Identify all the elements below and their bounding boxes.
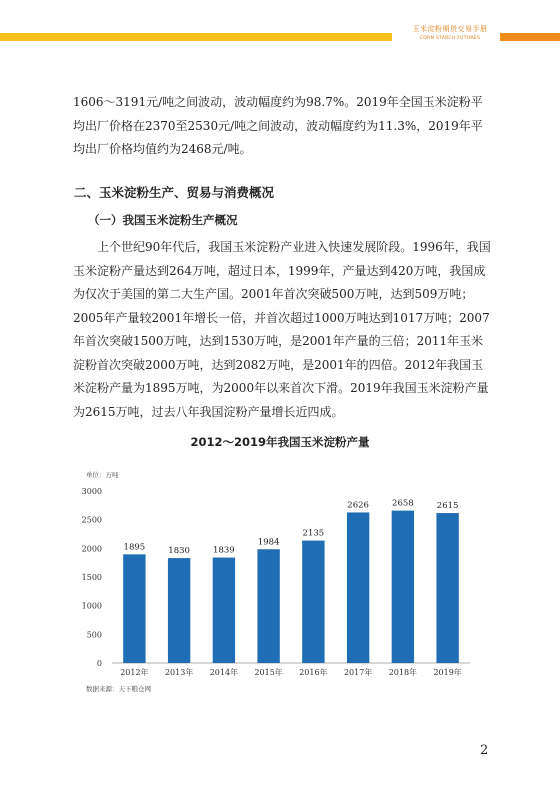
- bar-value-label: 1984: [257, 537, 280, 548]
- bar: [123, 554, 145, 663]
- bar: [392, 511, 414, 663]
- y-tick-label: 500: [86, 630, 102, 640]
- bar-value-label: 1839: [213, 545, 235, 556]
- x-tick-label: 2018年: [388, 668, 418, 677]
- bar: [302, 541, 324, 663]
- section-heading: 二、玉米淀粉生产、贸易与消费概况: [74, 185, 275, 200]
- bar-value-label: 2626: [347, 500, 369, 511]
- bar: [257, 549, 279, 663]
- page-number: 2: [480, 743, 489, 758]
- bar: [347, 512, 369, 663]
- y-tick-label: 2000: [81, 544, 102, 554]
- bar-value-label: 2615: [436, 501, 459, 512]
- x-tick-label: 2015年: [254, 668, 283, 677]
- bar: [436, 513, 458, 663]
- y-tick-label: 3000: [81, 487, 102, 496]
- x-tick-label: 2019年: [433, 668, 462, 677]
- chart-unit-label: 单位：万吨: [86, 471, 119, 479]
- header-title: 玉米淀粉期货交易手册: [412, 25, 488, 33]
- subsection-heading: （一）我国玉米淀粉生产概况: [88, 213, 238, 227]
- x-tick-label: 2014年: [209, 668, 239, 677]
- y-tick-label: 1500: [81, 573, 102, 582]
- x-tick-label: 2012年: [120, 668, 149, 677]
- chart-source-note: 数据来源：天下粮仓网: [86, 685, 151, 693]
- bar-value-label: 1895: [123, 542, 146, 553]
- x-tick-label: 2017年: [343, 668, 373, 677]
- bar-value-label: 2658: [392, 498, 414, 509]
- chart-title: 2012～2019年我国玉米淀粉产量: [190, 435, 370, 449]
- y-tick-label: 2500: [81, 515, 102, 525]
- y-tick-label: 0: [96, 659, 102, 668]
- y-tick-label: 1000: [81, 601, 102, 611]
- bar-value-label: 1830: [168, 546, 190, 557]
- paragraph-price-range: 1606～3191元/吨之间波动，波动幅度约为98.7%。2019年全国玉米淀粉平均出厂价格在2370至2530元/吨之间波动，波动幅度约为11.3%，2019年平均出厂价格均值约为2468元/吨。: [73, 95, 483, 156]
- bar-value-label: 2135: [302, 528, 325, 539]
- bar: [213, 558, 235, 663]
- paragraph-production-overview: 上个世纪90年代后，我国玉米淀粉产业进入快速发展阶段。1996年，我国玉米淀粉产量达到264万吨，超过日本，1999年，产量达到420万吨，我国成为仅次于美国的第二大生产国。2001年首次突破500万吨，达到509万吨；2005年产量较2001年增长一倍，并首次超过1000万吨达到1017万吨；2007年首次突破1500万吨，达到1530万吨，是2001年产量的三倍；2011年玉米淀粉首次突破2000万吨，达到2082万吨，是2001年的四倍。2012年我国玉米淀粉产量为1895万吨，为2000年以来首次下滑。2019年我国玉米淀粉产量为2615万吨，过去八年我国淀粉产量增长近四成。: [73, 240, 491, 419]
- x-tick-label: 2016年: [299, 668, 328, 677]
- header-subtitle: CORN STARCH FUTURES: [419, 36, 481, 41]
- bar: [168, 558, 190, 663]
- x-tick-label: 2013年: [164, 668, 194, 677]
